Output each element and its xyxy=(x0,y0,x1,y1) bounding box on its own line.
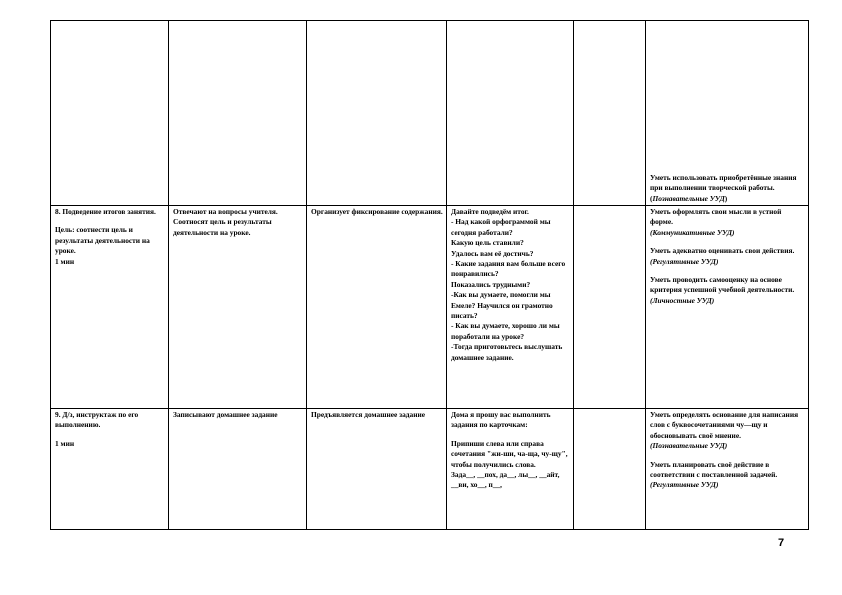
uud-8-3-tag: (Личностные УУД) xyxy=(650,295,715,305)
cell-uud-9 xyxy=(646,409,809,530)
speech-8-line-7: -Как вы думаете, помогли мы Емеле? Научился он грамотно писать? xyxy=(451,290,553,321)
students-8-line-2: Соотносят цель и результаты деятельности на уроке. xyxy=(173,217,272,237)
students-8-line-1: Отвечают на вопросы учителя. xyxy=(173,207,278,216)
cell-col5-9 xyxy=(574,409,646,530)
cell-students-empty xyxy=(169,21,307,206)
speech-9-intro: Дома я прошу вас выполнить задания по карточкам: xyxy=(451,410,551,430)
speech-8-line-6: Показались трудными? xyxy=(451,279,531,289)
stage-9-title: 9. Д/з, инструктаж по его выполнению. xyxy=(55,410,139,430)
cell-speech-9 xyxy=(447,409,574,530)
cell-speech-empty xyxy=(447,21,574,206)
cell-col5-8 xyxy=(574,206,646,409)
uud-9-2-text: Уметь планировать своё действие в соответствии с поставленной задачей. xyxy=(650,459,778,480)
lesson-plan-table xyxy=(50,20,809,530)
uud-previous-text: Уметь использовать приобретённые знания при выполнении творческой работы. ( xyxy=(650,172,797,203)
cell-uud-previous xyxy=(646,21,809,206)
speech-8-line-9: -Тогда приготовьтесь выслушать домашнее задание. xyxy=(451,342,563,362)
speech-8-line-8: - Как вы думаете, хорошо ли мы поработали на уроке? xyxy=(451,321,560,341)
table-row-stage-9 xyxy=(51,409,809,530)
speech-8-line-3: Какую цель ставили? xyxy=(451,238,524,248)
cell-students-9 xyxy=(169,409,307,530)
speech-8-line-2: - Над какой орфограммой мы сегодня работали? xyxy=(451,217,551,237)
speech-9-words: Зада__, __пох, да__, лы__, __айт, __ви, хо__, п__, xyxy=(451,470,560,490)
speech-8-line-1: Давайте подведём итог. xyxy=(451,207,529,216)
page-number: 7 xyxy=(778,537,785,549)
stage-9-time: 1 мин xyxy=(55,438,75,448)
uud-8-2-tag: (Регулятивные УУД) xyxy=(650,256,719,266)
stage-8-goal: Цель: соотнести цель и результаты деятельности на уроке. xyxy=(55,225,150,256)
uud-9-2-tag: (Регулятивные УУД) xyxy=(650,480,719,490)
cell-teacher-empty xyxy=(307,21,447,206)
uud-8-3-text: Уметь проводить самооценку на основе критерия успешной учебной деятельности. xyxy=(650,275,795,295)
uud-8-1-text: Уметь оформлять свои мысли в устной форме. xyxy=(650,207,782,227)
uud-9-1-tag: (Познавательные УУД) xyxy=(650,441,728,451)
cell-teacher-8 xyxy=(307,206,447,409)
cell-students-8 xyxy=(169,206,307,409)
table-row-stage-8 xyxy=(51,206,809,409)
cell-stage-8 xyxy=(51,206,169,409)
students-9-text: Записывают домашнее задание xyxy=(173,410,278,419)
cell-stage-9 xyxy=(51,409,169,530)
stage-8-time: 1 мин xyxy=(55,256,75,266)
teacher-9-text: Предъявляется домашнее задание xyxy=(311,410,426,419)
speech-9-task: Припиши слева или справа сочетания "жи-ши, ча-ща, чу-щу", чтобы получились слова. xyxy=(451,438,568,469)
cell-teacher-9 xyxy=(307,409,447,530)
uud-previous-tag: Познавательные УУД xyxy=(652,193,725,203)
uud-8-1-tag: (Коммуникативные УУД) xyxy=(650,227,735,237)
cell-uud-8 xyxy=(646,206,809,409)
speech-8-line-5: - Какие задания вам больше всего понравились? xyxy=(451,259,566,279)
uud-9-1-text: Уметь определять основание для написания слов с буквосочетаниями чу—щу и обосновывать своё мнение. xyxy=(650,410,799,440)
table-row-previous-stage xyxy=(51,21,809,206)
cell-stage-empty xyxy=(51,21,169,206)
speech-8-line-4: Удалось вам её достичь? xyxy=(451,248,534,258)
stage-8-title: 8. Подведение итогов занятия. xyxy=(55,207,156,216)
cell-col5-empty xyxy=(574,21,646,206)
cell-speech-8 xyxy=(447,206,574,409)
teacher-8-text: Организует фиксирование содержания. xyxy=(311,207,443,216)
uud-previous-close: ) xyxy=(724,193,728,203)
uud-8-2-text: Уметь адекватно оценивать свои действия. xyxy=(650,246,795,256)
